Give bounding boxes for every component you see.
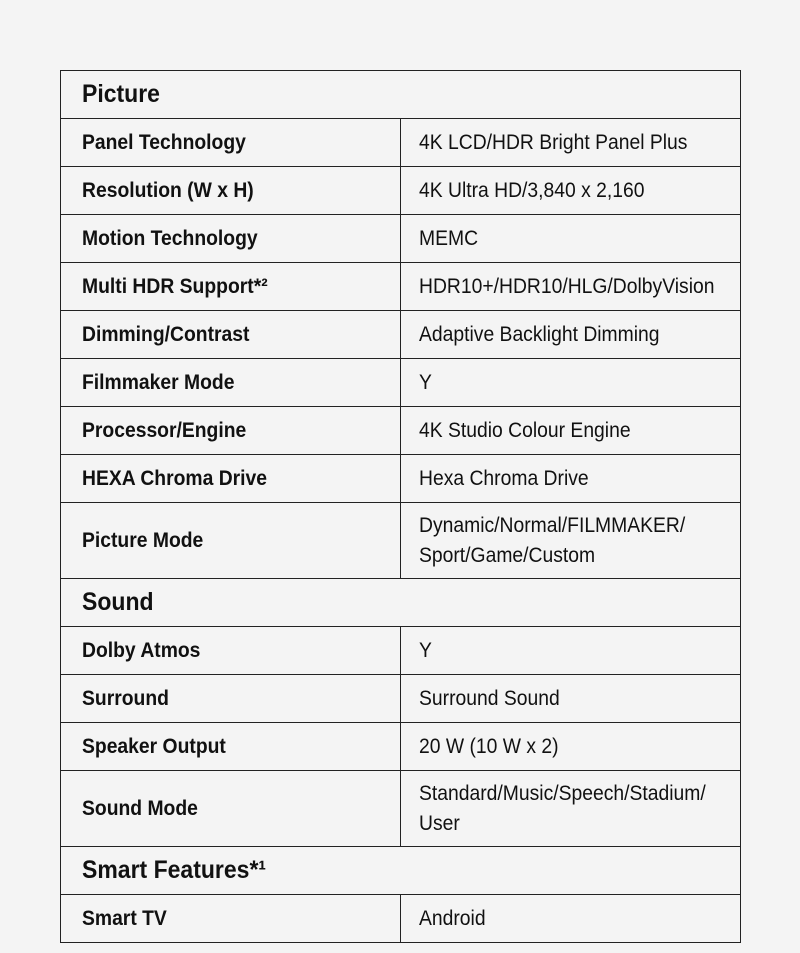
spec-row — [61, 895, 741, 943]
spec-row — [61, 407, 741, 455]
spec-label: Dolby Atmos — [82, 638, 201, 662]
spec-value: HDR10+/HDR10/HLG/DolbyVision — [419, 274, 715, 298]
section-header-smart-features — [61, 847, 741, 895]
spec-row — [61, 503, 741, 579]
spec-label: Panel Technology — [82, 130, 246, 154]
spec-label: Motion Technology — [82, 226, 258, 250]
spec-label: Dimming/Contrast — [82, 322, 250, 346]
spec-value: Surround Sound — [419, 686, 560, 710]
spec-value: Adaptive Backlight Dimming — [419, 322, 660, 346]
spec-row — [61, 359, 741, 407]
spec-value: Standard/Music/Speech/Stadium/ User — [419, 781, 706, 835]
spec-label: Multi HDR Support*² — [82, 274, 268, 298]
spec-label: Smart TV — [82, 906, 167, 930]
spec-row — [61, 455, 741, 503]
spec-value: 20 W (10 W x 2) — [419, 734, 559, 758]
spec-label: Speaker Output — [82, 734, 226, 758]
spec-row — [61, 167, 741, 215]
spec-table — [60, 70, 741, 943]
spec-label: Processor/Engine — [82, 418, 247, 442]
spec-row — [61, 771, 741, 847]
spec-value: Hexa Chroma Drive — [419, 466, 589, 490]
spec-label: Surround — [82, 686, 169, 710]
spec-row — [61, 311, 741, 359]
spec-row — [61, 675, 741, 723]
section-title: Sound — [82, 588, 154, 616]
section-header-picture — [61, 71, 741, 119]
spec-row — [61, 627, 741, 675]
spec-value: Y — [419, 370, 432, 394]
spec-label: HEXA Chroma Drive — [82, 466, 268, 490]
spec-label: Resolution (W x H) — [82, 178, 254, 202]
section-title: Picture — [82, 80, 160, 108]
spec-value: Android — [419, 906, 486, 930]
spec-value: MEMC — [419, 226, 479, 250]
spec-label: Sound Mode — [82, 796, 198, 820]
spec-label: Filmmaker Mode — [82, 370, 235, 394]
spec-value: 4K Studio Colour Engine — [419, 418, 631, 442]
spec-row — [61, 723, 741, 771]
spec-value: 4K Ultra HD/3,840 x 2,160 — [419, 178, 645, 202]
spec-value: Dynamic/Normal/FILMMAKER/ Sport/Game/Custom — [419, 513, 686, 567]
spec-value: 4K LCD/HDR Bright Panel Plus — [419, 130, 688, 154]
section-header-sound — [61, 579, 741, 627]
spec-row — [61, 263, 741, 311]
spec-row — [61, 119, 741, 167]
spec-label: Picture Mode — [82, 528, 204, 552]
section-title: Smart Features*¹ — [82, 856, 267, 884]
spec-value: Y — [419, 638, 432, 662]
spec-row — [61, 215, 741, 263]
